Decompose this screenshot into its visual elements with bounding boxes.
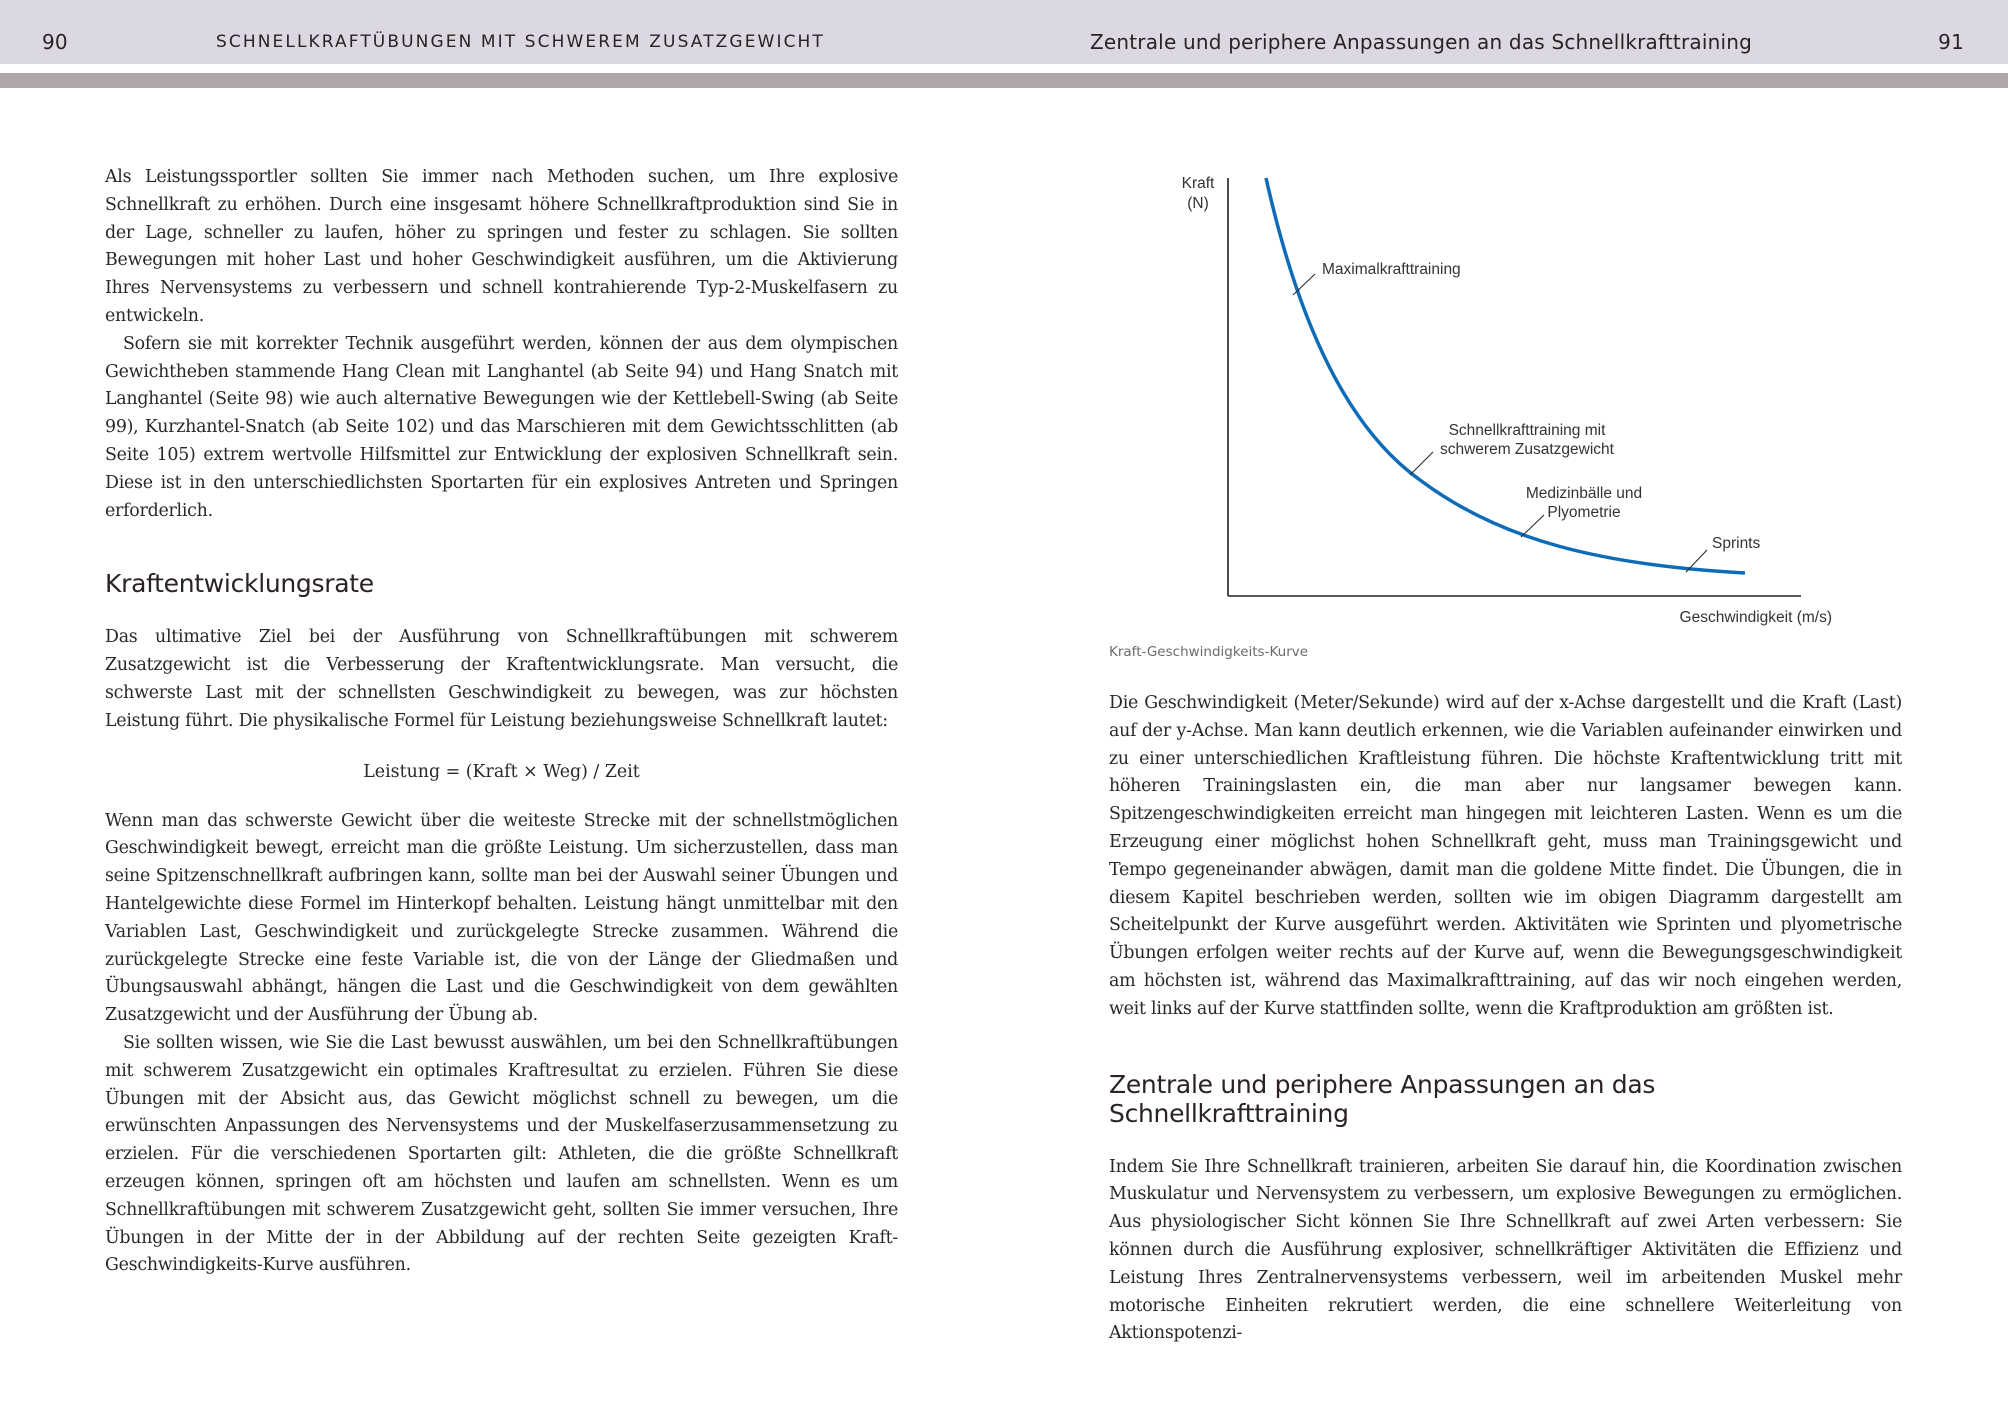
figure-caption: Kraft-Geschwindigkeits-Kurve — [1109, 644, 1309, 660]
section-paragraph-3: Sie sollten wissen, wie Sie die Last bewusst auswählen, um bei den Schnellkraftübungen mit schwerem Zusatzgewicht ein optimales Kraftresultat zu erzielen. Führen Sie diese Übungen mit der Absicht aus, das Gewicht möglichst schnell zu bewegen, um die erwünschten Anpassungen des Nervensystems und der Muskelfaserzusammensetzung zu erzielen. Für die verschiedenen Sportarten gilt: Athleten, die die größte Schnellkraft erzeugen können, springen oft am höchsten und laufen am schnellsten. Wenn es um Schnellkraftübungen mit schwerem Zusatzgewicht geht, sollten Sie immer versuchen, Ihre Übungen in der Mitte der in der Abbildung auf der rechten Seite gezeigten Kraft-Geschwindigkeits-Kurve ausführen. — [105, 1032, 898, 1276]
header-divider-rule — [0, 73, 2008, 88]
leader-line-medizinbaelle — [1521, 515, 1544, 537]
leader-line-schnellkraft — [1410, 452, 1433, 475]
left-page — [105, 160, 898, 1280]
annotation-medizinbaelle-line1: Medizinbälle und — [1525, 485, 1643, 502]
section-paragraph-1: Das ultimative Ziel bei der Ausführung von Schnellkraftübungen mit schwerem Zusatzgewicht ist die Verbesserung der Kraftentwicklungsrate. Man versucht, die schwerste Last mit der schnellsten Geschwindigkeit zu bewegen, was zur höchsten Leistung führt. Die physikalische Formel für Leistung beziehungsweise Schnellkraft lautet: — [105, 627, 898, 731]
section-paragraph-2: Wenn man das schwerste Gewicht über die weiteste Strecke mit der schnellstmöglichen Geschwindigkeit bewegt, erreicht man die größte Leistung. Um sicherzustellen, dass man seine Spitzenschnellkraft aufbringen kann, sollte man bei der Auswahl seiner Übungen und Hantelgewichte diese Formel im Hinterkopf behalten. Leistung hängt unmittelbar mit den Variablen Last, Geschwindigkeit und zurückgelegte Strecke zusammen. Während die zurückgelegte Strecke eine feste Variable ist, die von der Länge der Gliedmaßen und Übungsauswahl abhängt, hängen die Last und die Geschwindigkeit von dem gewählten Zusatzgewicht und der Ausführung der Übung ab. — [105, 810, 898, 1026]
force-velocity-chart — [1100, 160, 1900, 630]
left-page-number: 90 — [42, 30, 68, 54]
right-paragraph-1: Die Geschwindigkeit (Meter/Sekunde) wird auf der x-Achse dargestellt und die Kraft (Last) auf der y-Achse. Man kann deutlich erkennen, wie die Variablen aufeinander einwirken und zu einer unterschiedlichen Kraftleistung führen. Die höchste Kraftentwicklung tritt mit höheren Trainingslasten ein, die man aber nur langsamer bewegen kann. Spitzengeschwindigkeiten erreicht man hingegen mit leichteren Lasten. Wenn es um die Erzeugung einer möglichst hohen Schnellkraft geht, muss man Trainingsgewicht und Tempo gegeneinander abwägen, damit man die goldene Mitte findet. Die Übungen, die in diesem Kapitel beschrieben werden, sollten wie im obigen Diagramm dargestellt am Scheitelpunkt der Kurve ausgeführt werden. Aktivitäten wie Sprinten und plyometrische Übungen erfolgen weiter rechts auf der Kurve auf, wenn die Bewegungsgeschwindigkeit am höchsten ist, während das Maximalkrafttraining, auf das wir noch eingehen werden, weit links auf der Kurve stattfinden sollte, wenn die Kraftproduktion am größten ist. — [1109, 693, 1902, 1019]
right-running-title: Zentrale und periphere Anpassungen an das Schnellkrafttraining — [1089, 30, 1752, 54]
intro-paragraph-2: Sofern sie mit korrekter Technik ausgeführt werden, können der aus dem olympischen Gewichtheben stammende Hang Clean mit Langhantel (ab Seite 94) und Hang Snatch mit Langhantel (Seite 98) wie auch alternative Bewegungen wie der Kettlebell-Swing (ab Seite 99), Kurzhantel-Snatch (ab Seite 102) und das Marschieren mit dem Gewichtsschlitten (ab Seite 105) extrem wertvolle Hilfsmittel zur Entwicklung der explosiven Schnellkraft sein. Diese ist in den unterschiedlichsten Sportarten für ein explosives Antreten und Springen erforderlich. — [105, 333, 898, 521]
section-heading-zentrale-anpassungen: Zentrale und periphere Anpassungen an das Schnellkrafttraining — [1109, 1069, 1656, 1128]
y-axis-label-line1: Kraft — [1181, 175, 1215, 192]
left-running-title: SCHNELLKRAFTÜBUNGEN MIT SCHWEREM ZUSATZGEWICHT — [216, 32, 825, 52]
annotation-medizinbaelle-line2: Plyometrie — [1547, 504, 1621, 521]
annotation-schnellkrafttraining-line2: schwerem Zusatzgewicht — [1439, 441, 1615, 458]
annotation-schnellkrafttraining-line1: Schnellkrafttraining mit — [1448, 422, 1606, 439]
y-axis-label-line2: (N) — [1187, 195, 1209, 212]
x-axis-label: Geschwindigkeit (m/s) — [1679, 609, 1832, 626]
intro-paragraph-1: Als Leistungssportler sollten Sie immer nach Methoden suchen, um Ihre explosive Schnellkraft zu erhöhen. Durch eine insgesamt höhere Schnellkraftproduktion sind Sie in der Lage, schneller zu laufen, höher zu springen und fester zu schlagen. Sie sollten Bewegungen mit hoher Last und hoher Geschwindigkeit ausführen, um die Aktivierung Ihres Nervensystems zu verbessern und schnell kontrahierende Typ-2-Muskelfasern zu entwickeln. — [105, 167, 898, 326]
annotation-sprints: Sprints — [1712, 535, 1761, 552]
right-page-number: 91 — [1938, 30, 1964, 54]
right-paragraph-2: Indem Sie Ihre Schnellkraft trainieren, arbeiten Sie darauf hin, die Koordination zwischen Muskulatur und Nervensystem zu verbessern, um explosive Bewegungen zu ermöglichen. Aus physiologischer Sicht können Sie Ihre Schnellkraft auf zwei Arten verbessern: Sie können durch die Ausführung explosiver, schnellkräftiger Aktivitäten die Effizienz und Leistung Ihres Zentralnervensystems verbessern, weil im arbeitenden Muskel mehr motorische Einheiten rekrutiert werden, die eine schnellere Weiterleitung von Aktionspotenzi- — [1109, 1156, 1902, 1344]
annotation-maximalkrafttraining: Maximalkrafttraining — [1322, 261, 1461, 278]
right-page — [1109, 644, 1902, 1348]
section-heading-kraftentwicklungsrate: Kraftentwicklungsrate — [105, 569, 374, 599]
power-formula: Leistung = (Kraft × Weg) / Zeit — [363, 761, 640, 782]
force-velocity-curve — [1266, 178, 1745, 573]
